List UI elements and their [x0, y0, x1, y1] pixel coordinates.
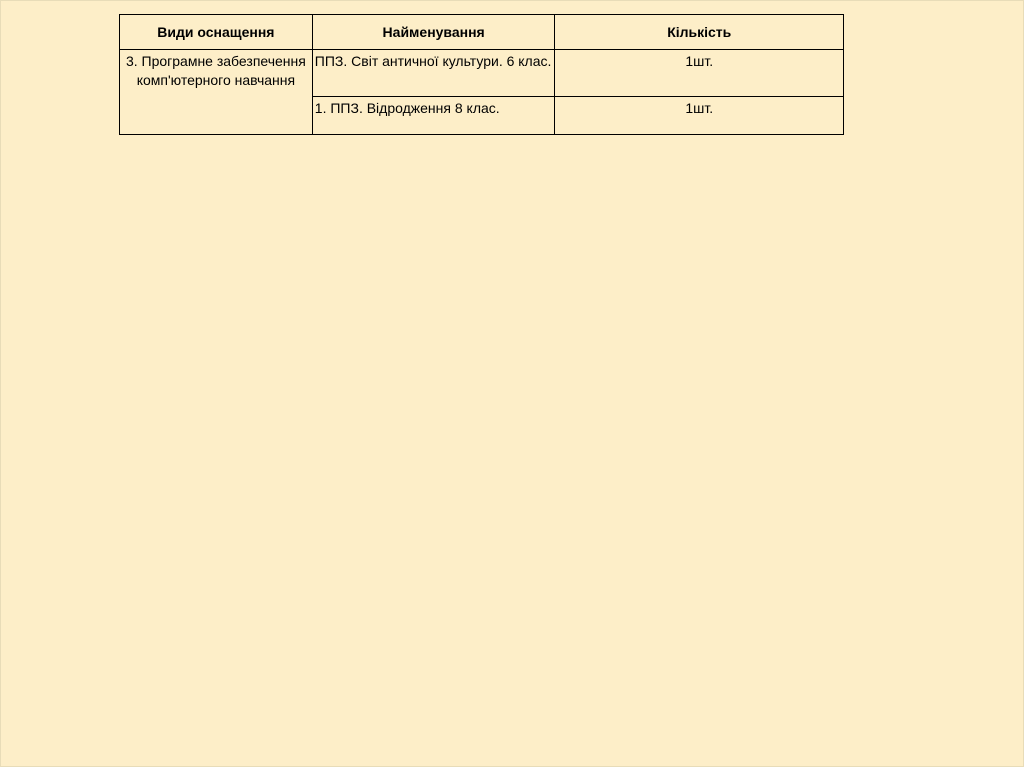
item-name-cell: ППЗ. Світ античної культури. 6 клас. [312, 50, 555, 97]
header-equipment-type: Види оснащення [120, 15, 313, 50]
item-name-cell: 1. ППЗ. Відродження 8 клас. [312, 97, 555, 135]
equipment-type-cell: 3. Програмне забезпечення комп'ютерного навчання [120, 50, 313, 135]
equipment-table [119, 14, 844, 135]
header-quantity: Кількість [555, 15, 844, 50]
item-quantity-cell: 1шт. [555, 50, 844, 97]
header-name: Найменування [312, 15, 555, 50]
table-header-row [120, 15, 844, 50]
item-quantity-cell: 1шт. [555, 97, 844, 135]
table-row [120, 50, 844, 97]
